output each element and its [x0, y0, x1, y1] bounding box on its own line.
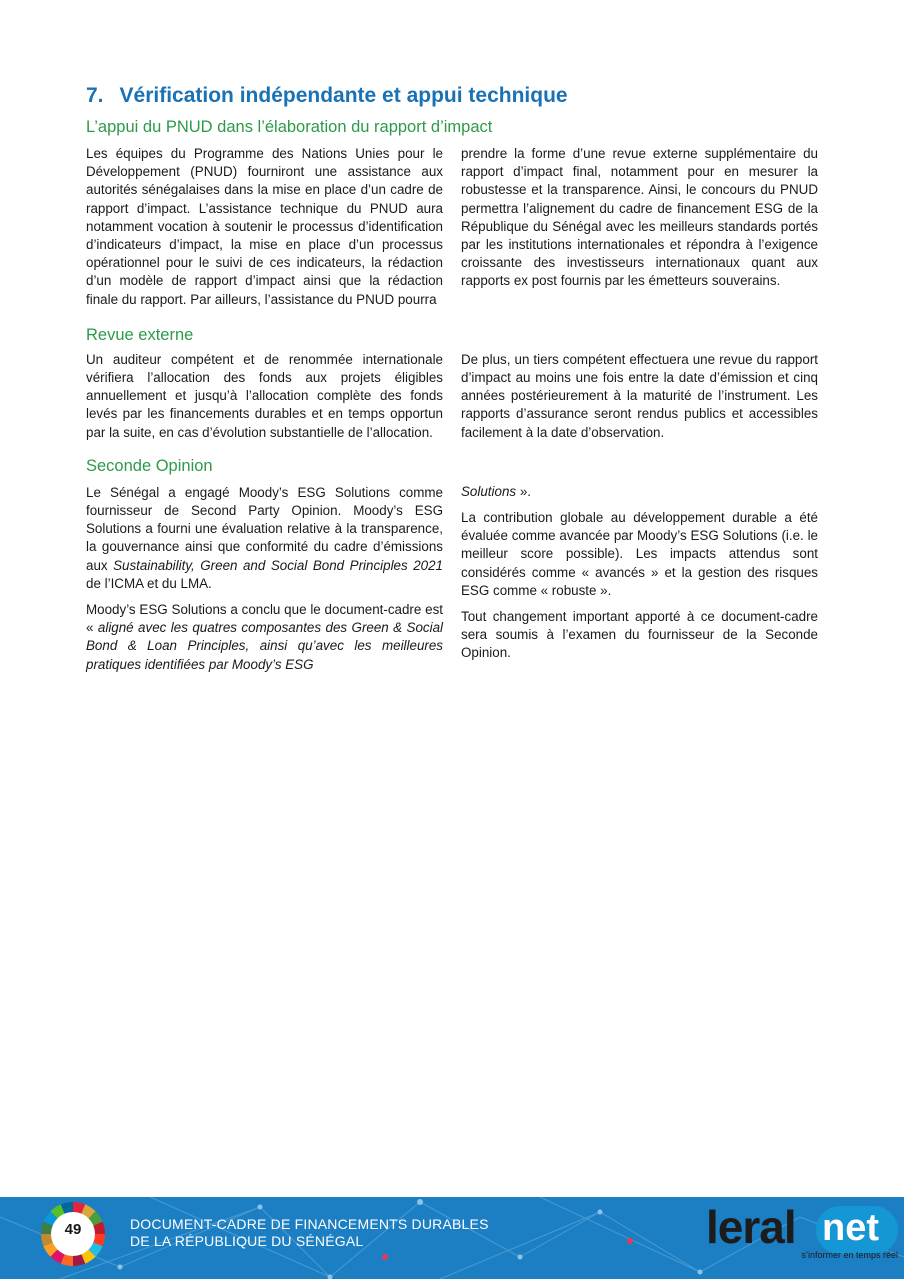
section-title: Vérification indépendante et appui technique: [119, 84, 568, 107]
page-content: [86, 84, 818, 682]
footer-document-title: [130, 1216, 550, 1250]
page-number: 49: [64, 1221, 82, 1238]
opinion-paragraph-3: [461, 483, 818, 501]
pnud-subheading: L’appui du PNUD dans l’élaboration du rapport d’impact: [86, 118, 493, 136]
opinion-p3-italic: Solutions: [461, 483, 517, 499]
pnud-columns: [86, 145, 818, 317]
opinion-p3-text: ».: [516, 483, 531, 499]
opinion-col-left: [86, 484, 443, 682]
revue-col-left: [86, 351, 443, 450]
opinion-paragraph-1: [86, 484, 443, 593]
leral-net-logo: [706, 1201, 900, 1266]
logo-leral-text: leral: [706, 1201, 796, 1253]
revue-columns: [86, 351, 818, 450]
logo-tagline: s’informer en temps réel: [801, 1250, 898, 1260]
revue-col-right: [461, 351, 818, 450]
opinion-p1-text-b: de l’ICMA et du LMA.: [86, 575, 212, 591]
pnud-paragraph-2: prendre la forme d’une revue externe supplémentaire du rapport d’impact final, notamment pour en mesurer la robustesse et la transparence. Ainsi, le concours du PNUD permettra l’alignement du cadre de financement ESG de la République du Sénégal avec les meilleurs standards portés par les institutions internationales et répondra à l’exigence croissante des investisseurs internationaux quant aux rapports ex post fournis par les émetteurs souverains.: [461, 146, 818, 289]
pnud-col-right: [461, 145, 818, 317]
opinion-p1-text-a: Le Sénégal a engagé Moody’s ESG Solutions comme fournisseur de Second Party Opinion. Moody’s ESG Solutions a fourni une évaluation relative à la transparence, la gouvernance ainsi que conformité du cadre d’émissions aux: [86, 484, 443, 573]
revue-subheading: Revue externe: [86, 325, 194, 344]
pnud-paragraph-1: Les équipes du Programme des Nations Unies pour le Développement (PNUD) fourniront une assistance aux autorités sénégalaises dans la mise en place d’un cadre de rapport d’impact. L’assistance technique du PNUD aura notamment vocation à soutenir le processus d’identification d’indicateurs d’impact, la mise en place d’un processus opérationnel pour le suivi de ces indicateurs, la rédaction d’un modèle de rapport d’impact ainsi que la rédaction finale du rapport. Par ailleurs, l’assistance du PNUD pourra: [86, 146, 443, 307]
footer-title-line-1: DOCUMENT-CADRE DE FINANCEMENTS DURABLES: [130, 1216, 489, 1232]
section-number: 7.: [86, 84, 104, 107]
opinion-paragraph-4: La contribution globale au développement durable a été évaluée comme avancée par Moody’s ESG Solutions (i.e. le meilleur score possible). Les impacts attendus sont considérés comme « avancés » et la gestion des risques ESG comme « robuste ».: [461, 510, 818, 598]
opinion-p2-text-a: Moody’s ESG Solutions a conclu que le document-cadre est «: [86, 602, 443, 636]
opinion-subheading: Seconde Opinion: [86, 456, 213, 475]
revue-paragraph-2: De plus, un tiers compétent effectuera une revue du rapport d’impact au moins une fois entre la date d’émission et cinq années postérieurement à la maturité de l’instrument. Les rapports d’assurance seront rendus publics et accessibles facilement à la date d’observation.: [461, 351, 818, 440]
opinion-paragraph-2: [86, 601, 443, 674]
revue-paragraph-1: Un auditeur compétent et de renommée internationale vérifiera l’allocation des fonds aux projets éligibles annuellement et jusqu’à l’allocation complète des fonds levés par les financements durables et en temps opportun par la suite, en cas d’évolution substantielle de l’allocation.: [86, 351, 443, 440]
logo-net-text: net: [822, 1207, 879, 1249]
opinion-columns: [86, 484, 818, 682]
section-heading: [86, 84, 818, 108]
opinion-paragraph-5: Tout changement important apporté à ce document-cadre sera soumis à l’examen du fournisseur de la Seconde Opinion.: [461, 609, 818, 661]
opinion-p1-italic: Sustainability, Green and Social Bond Principles 2021: [113, 557, 443, 573]
pnud-col-left: [86, 145, 443, 317]
opinion-p2-italic: aligné avec les quatres composantes des Green & Social Bond & Loan Principles, ainsi qu’avec les meilleures pratiques identifiées par Moody’s ESG: [86, 620, 444, 672]
opinion-col-right: [461, 484, 818, 682]
footer-title-line-2: DE LA RÉPUBLIQUE DU SÉNÉGAL: [130, 1233, 364, 1249]
